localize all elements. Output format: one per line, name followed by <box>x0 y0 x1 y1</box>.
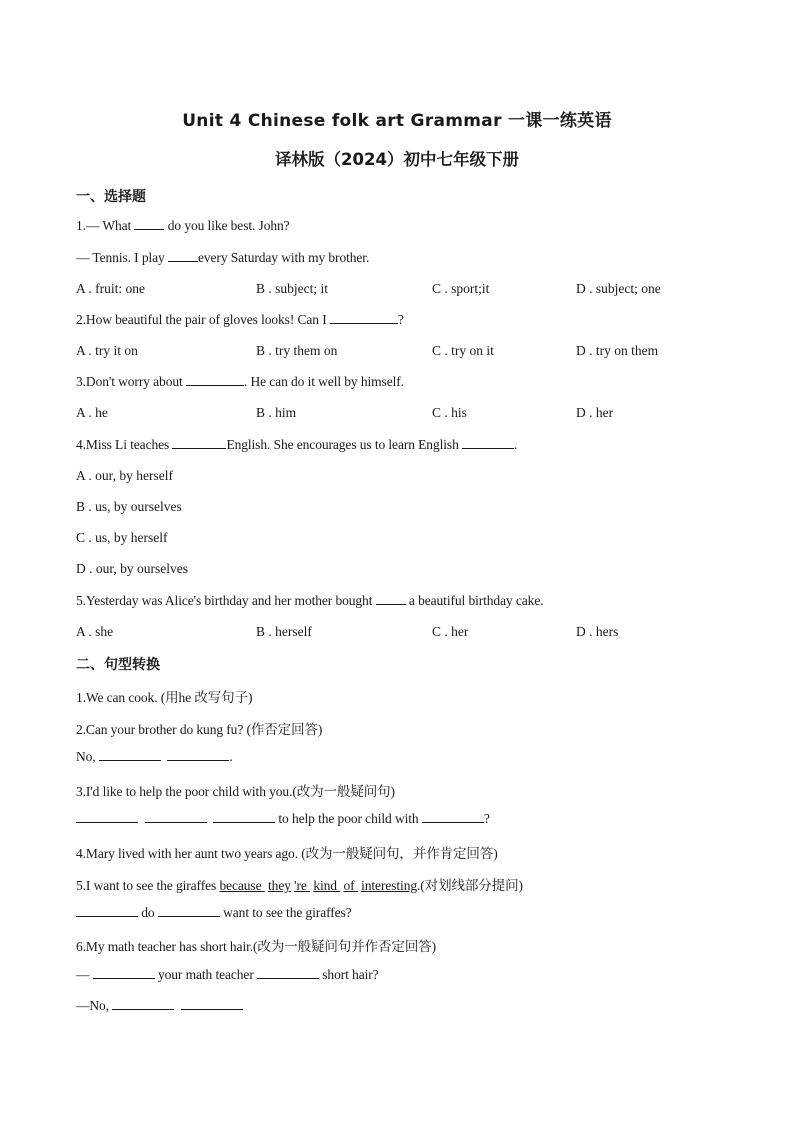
answer-blank[interactable] <box>145 811 207 823</box>
q5-option-a[interactable]: A . she <box>76 624 114 639</box>
transform-answer-2 <box>76 749 233 765</box>
q3-option-b[interactable]: B . him <box>256 405 297 420</box>
section-heading-multiple-choice: 一、选择题 <box>76 189 146 205</box>
q1-text-a: 1.— What <box>76 218 135 233</box>
q4-option-c[interactable]: C . us, by herself <box>76 530 168 545</box>
answer-blank[interactable] <box>462 437 514 449</box>
question-3 <box>76 374 404 390</box>
answer-blank[interactable] <box>167 749 229 761</box>
q5-text-b: a beautiful birthday cake. <box>405 593 544 608</box>
q5-option-b[interactable]: B . herself <box>256 624 312 639</box>
answer-blank[interactable] <box>213 811 275 823</box>
q5-option-c[interactable]: C . her <box>432 624 469 639</box>
question-5 <box>76 593 544 609</box>
question-1-line-2 <box>76 250 369 266</box>
answer-prefix: No, <box>76 749 99 764</box>
q1-option-b[interactable]: B . subject; it <box>256 281 328 296</box>
answer-blank[interactable] <box>172 437 226 449</box>
underlined-word: they <box>268 878 291 893</box>
answer-blank[interactable] <box>134 218 164 230</box>
underlined-word: interesting <box>361 878 417 893</box>
answer-middle: do <box>138 905 158 920</box>
q1-option-c[interactable]: C . sport;it <box>432 281 490 296</box>
answer-blank[interactable] <box>168 250 198 262</box>
q1-option-d[interactable]: D . subject; one <box>576 281 661 296</box>
q3-text-a: 3.Don't worry about <box>76 374 186 389</box>
transform-question-1: 1.We can cook. (用he 改写句子) <box>76 690 253 705</box>
transform-answer-5 <box>76 905 352 921</box>
q1-text-b: do you like best. John? <box>164 218 290 233</box>
transform-answer-6-question <box>76 967 379 983</box>
underlined-word: 're <box>294 878 311 893</box>
answer-middle: to help the poor child with <box>275 811 422 826</box>
transform-question-3: 3.I'd like to help the poor child with you.(改为一般疑问句) <box>76 784 395 799</box>
answer-blank[interactable] <box>76 811 138 823</box>
answer-blank[interactable] <box>112 998 174 1010</box>
q5-text-a: 5.Yesterday was Alice's birthday and her mother bought <box>76 593 376 608</box>
transform-question-6: 6.My math teacher has short hair.(改为一般疑问句并作否定回答) <box>76 939 437 954</box>
underlined-word: because <box>219 878 265 893</box>
answer-blank[interactable] <box>158 905 220 917</box>
answer-suffix: want to see the giraffes? <box>219 905 352 920</box>
answer-blank[interactable] <box>376 593 406 605</box>
question-4 <box>76 437 517 453</box>
underlined-word: kind <box>313 878 341 893</box>
q4-text-b: English. She encourages us to learn English <box>226 437 462 452</box>
document-subtitle: 译林版（2024）初中七年级下册 <box>275 150 519 169</box>
answer-blank[interactable] <box>422 811 484 823</box>
answer-blank[interactable] <box>257 967 319 979</box>
q2-option-b[interactable]: B . try them on <box>256 343 338 358</box>
q2-option-d[interactable]: D . try on them <box>576 343 659 358</box>
answer-blank[interactable] <box>186 374 244 386</box>
q4-option-b[interactable]: B . us, by ourselves <box>76 499 182 514</box>
q5-tail-text: .(对划线部分提问) <box>417 878 523 893</box>
q2-text-b: ? <box>397 312 404 327</box>
transform-question-4: 4.Mary lived with her aunt two years ago. (改为一般疑问句，并作肯定回答) <box>76 846 498 861</box>
document-title: Unit 4 Chinese folk art Grammar 一课一练英语 <box>182 111 612 131</box>
q3-text-b: . He can do it well by himself. <box>243 374 404 389</box>
answer-middle: your math teacher <box>154 967 257 982</box>
answer-blank[interactable] <box>93 967 155 979</box>
q1-text-d: every Saturday with my brother. <box>197 250 370 265</box>
question-2 <box>76 312 404 328</box>
q3-option-d[interactable]: D . her <box>576 405 614 420</box>
transform-question-5 <box>76 874 523 894</box>
answer-prefix: —No, <box>76 998 113 1013</box>
q4-text-c: . <box>514 437 518 452</box>
q2-option-a[interactable]: A . try it on <box>76 343 138 358</box>
answer-blank[interactable] <box>99 749 161 761</box>
q1-text-c: — Tennis. I play <box>76 250 168 265</box>
answer-suffix: ? <box>483 811 490 826</box>
answer-blank[interactable] <box>181 998 243 1010</box>
q4-option-d[interactable]: D . our, by ourselves <box>76 561 188 576</box>
answer-suffix: short hair? <box>319 967 379 982</box>
q2-text-a: 2.How beautiful the pair of gloves looks! Can I <box>76 312 330 327</box>
q4-text-a: 4.Miss Li teaches <box>76 437 173 452</box>
answer-suffix: . <box>229 749 233 764</box>
answer-blank[interactable] <box>330 312 398 324</box>
q3-option-c[interactable]: C . his <box>432 405 467 420</box>
q5-lead-text: 5.I want to see the giraffes <box>76 878 220 893</box>
transform-answer-3 <box>76 811 490 827</box>
q2-option-c[interactable]: C . try on it <box>432 343 494 358</box>
q1-option-a[interactable]: A . fruit: one <box>76 281 145 296</box>
transform-question-2: 2.Can your brother do kung fu? (作否定回答) <box>76 722 323 737</box>
q4-option-a[interactable]: A . our, by herself <box>76 468 173 483</box>
answer-blank[interactable] <box>76 905 138 917</box>
section-heading-sentence-transformation: 二、句型转换 <box>76 657 160 673</box>
q3-option-a[interactable]: A . he <box>76 405 108 420</box>
underlined-word: of <box>343 878 358 893</box>
transform-answer-6-response <box>76 998 243 1014</box>
question-1-line-1 <box>76 218 290 234</box>
q5-option-d[interactable]: D . hers <box>576 624 619 639</box>
answer-prefix: — <box>76 967 93 982</box>
